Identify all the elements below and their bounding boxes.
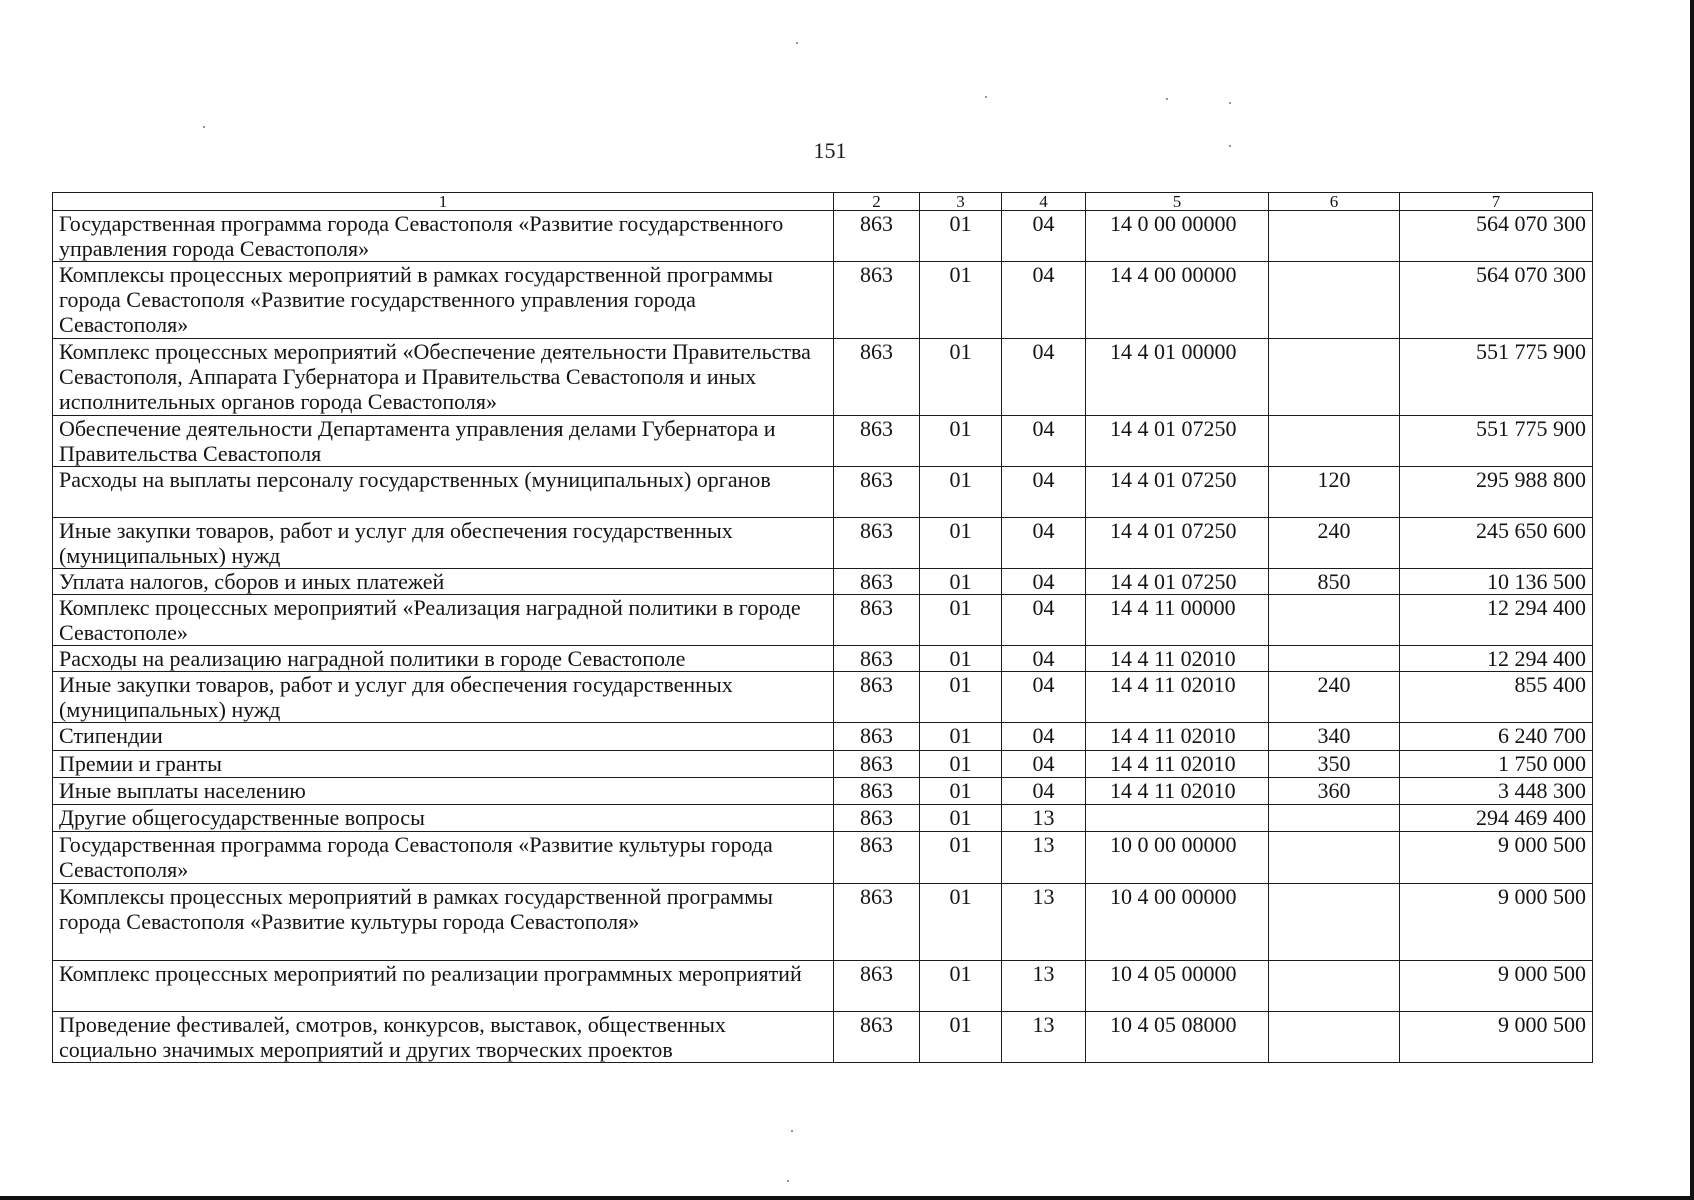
cell-item-name: Иные закупки товаров, работ и услуг для обеспечения государственных (муниципальных) нужд xyxy=(53,518,834,569)
scan-speck xyxy=(1229,145,1231,147)
cell-target-code: 14 4 11 00000 xyxy=(1086,595,1269,646)
table-row xyxy=(53,672,1593,723)
cell-code-4: 04 xyxy=(1002,595,1086,646)
cell-code-3: 01 xyxy=(920,884,1002,961)
cell-expense-type xyxy=(1269,416,1400,467)
cell-expense-type: 360 xyxy=(1269,778,1400,805)
cell-amount: 9 000 500 xyxy=(1400,961,1593,1012)
cell-code-2: 863 xyxy=(834,805,920,832)
cell-code-4: 04 xyxy=(1002,723,1086,751)
table-row xyxy=(53,339,1593,416)
scan-speck xyxy=(985,96,987,98)
table-row xyxy=(53,805,1593,832)
cell-target-code: 10 0 00 00000 xyxy=(1086,832,1269,884)
cell-amount: 6 240 700 xyxy=(1400,723,1593,751)
cell-code-2: 863 xyxy=(834,672,920,723)
cell-target-code: 14 4 01 07250 xyxy=(1086,416,1269,467)
cell-target-code: 14 4 01 07250 xyxy=(1086,467,1269,518)
cell-code-2: 863 xyxy=(834,646,920,672)
cell-target-code: 14 4 01 00000 xyxy=(1086,339,1269,416)
cell-code-4: 13 xyxy=(1002,832,1086,884)
cell-code-3: 01 xyxy=(920,672,1002,723)
cell-code-3: 01 xyxy=(920,751,1002,778)
cell-code-3: 01 xyxy=(920,211,1002,262)
cell-code-4: 04 xyxy=(1002,778,1086,805)
cell-code-3: 01 xyxy=(920,1012,1002,1063)
budget-table xyxy=(52,192,1593,1063)
cell-amount: 294 469 400 xyxy=(1400,805,1593,832)
cell-expense-type: 350 xyxy=(1269,751,1400,778)
table-row xyxy=(53,961,1593,1012)
cell-item-name: Обеспечение деятельности Департамента управления делами Губернатора и Правительства Севастополя xyxy=(53,416,834,467)
cell-code-4: 04 xyxy=(1002,569,1086,595)
scan-speck xyxy=(1229,102,1231,104)
table-row xyxy=(53,832,1593,884)
cell-code-2: 863 xyxy=(834,518,920,569)
cell-amount: 295 988 800 xyxy=(1400,467,1593,518)
cell-target-code: 14 4 00 00000 xyxy=(1086,262,1269,339)
scan-speck xyxy=(1166,98,1168,100)
cell-code-2: 863 xyxy=(834,778,920,805)
cell-expense-type xyxy=(1269,1012,1400,1063)
cell-code-4: 04 xyxy=(1002,467,1086,518)
cell-item-name: Премии и гранты xyxy=(53,751,834,778)
cell-code-4: 04 xyxy=(1002,416,1086,467)
cell-code-3: 01 xyxy=(920,339,1002,416)
cell-item-name: Расходы на реализацию наградной политики в городе Севастополе xyxy=(53,646,834,672)
cell-target-code: 14 4 11 02010 xyxy=(1086,672,1269,723)
cell-expense-type: 120 xyxy=(1269,467,1400,518)
cell-expense-type: 240 xyxy=(1269,672,1400,723)
cell-amount: 564 070 300 xyxy=(1400,211,1593,262)
cell-amount: 551 775 900 xyxy=(1400,339,1593,416)
cell-amount: 9 000 500 xyxy=(1400,884,1593,961)
cell-amount: 9 000 500 xyxy=(1400,832,1593,884)
cell-expense-type xyxy=(1269,646,1400,672)
cell-expense-type xyxy=(1269,211,1400,262)
cell-code-2: 863 xyxy=(834,595,920,646)
cell-code-4: 04 xyxy=(1002,646,1086,672)
cell-code-2: 863 xyxy=(834,884,920,961)
cell-item-name: Комплекс процессных мероприятий по реализации программных мероприятий xyxy=(53,961,834,1012)
cell-item-name: Государственная программа города Севастополя «Развитие государственного управления города Севастополя» xyxy=(53,211,834,262)
cell-amount: 12 294 400 xyxy=(1400,646,1593,672)
cell-code-3: 01 xyxy=(920,832,1002,884)
cell-code-4: 13 xyxy=(1002,1012,1086,1063)
cell-target-code xyxy=(1086,805,1269,832)
cell-expense-type xyxy=(1269,262,1400,339)
cell-amount: 245 650 600 xyxy=(1400,518,1593,569)
cell-code-2: 863 xyxy=(834,339,920,416)
cell-item-name: Государственная программа города Севастополя «Развитие культуры города Севастополя» xyxy=(53,832,834,884)
cell-code-3: 01 xyxy=(920,416,1002,467)
cell-expense-type xyxy=(1269,805,1400,832)
table-row xyxy=(53,1012,1593,1063)
cell-code-4: 13 xyxy=(1002,884,1086,961)
cell-code-3: 01 xyxy=(920,467,1002,518)
cell-code-2: 863 xyxy=(834,961,920,1012)
column-header: 2 xyxy=(834,193,920,211)
column-header: 4 xyxy=(1002,193,1086,211)
cell-code-2: 863 xyxy=(834,467,920,518)
cell-amount: 551 775 900 xyxy=(1400,416,1593,467)
cell-item-name: Комплекс процессных мероприятий «Обеспечение деятельности Правительства Севастополя, Аппарата Губернатора и Правительства Севастополя и иных исполнительных органов города Севастополя» xyxy=(53,339,834,416)
table-header-row xyxy=(53,193,1593,211)
cell-item-name: Комплексы процессных мероприятий в рамках государственной программы города Севастополя «Развитие культуры города Севастополя» xyxy=(53,884,834,961)
cell-item-name: Расходы на выплаты персоналу государственных (муниципальных) органов xyxy=(53,467,834,518)
cell-code-2: 863 xyxy=(834,723,920,751)
cell-item-name: Иные выплаты населению xyxy=(53,778,834,805)
cell-code-3: 01 xyxy=(920,778,1002,805)
table-row xyxy=(53,416,1593,467)
cell-expense-type xyxy=(1269,832,1400,884)
cell-code-2: 863 xyxy=(834,569,920,595)
cell-code-3: 01 xyxy=(920,723,1002,751)
cell-amount: 3 448 300 xyxy=(1400,778,1593,805)
cell-code-2: 863 xyxy=(834,1012,920,1063)
cell-code-2: 863 xyxy=(834,211,920,262)
cell-amount: 564 070 300 xyxy=(1400,262,1593,339)
cell-amount: 1 750 000 xyxy=(1400,751,1593,778)
cell-item-name: Стипендии xyxy=(53,723,834,751)
cell-expense-type: 340 xyxy=(1269,723,1400,751)
cell-code-4: 04 xyxy=(1002,751,1086,778)
cell-expense-type xyxy=(1269,595,1400,646)
cell-code-4: 04 xyxy=(1002,262,1086,339)
cell-target-code: 10 4 05 08000 xyxy=(1086,1012,1269,1063)
cell-target-code: 14 4 11 02010 xyxy=(1086,778,1269,805)
cell-code-4: 04 xyxy=(1002,339,1086,416)
cell-code-4: 13 xyxy=(1002,805,1086,832)
cell-expense-type xyxy=(1269,339,1400,416)
table-row xyxy=(53,211,1593,262)
cell-expense-type xyxy=(1269,961,1400,1012)
cell-item-name: Комплекс процессных мероприятий «Реализация наградной политики в городе Севастополе» xyxy=(53,595,834,646)
cell-item-name: Уплата налогов, сборов и иных платежей xyxy=(53,569,834,595)
cell-expense-type xyxy=(1269,884,1400,961)
cell-code-3: 01 xyxy=(920,961,1002,1012)
column-header: 5 xyxy=(1086,193,1269,211)
cell-item-name: Другие общегосударственные вопросы xyxy=(53,805,834,832)
cell-expense-type: 240 xyxy=(1269,518,1400,569)
cell-target-code: 14 4 11 02010 xyxy=(1086,723,1269,751)
table-row xyxy=(53,723,1593,751)
cell-item-name: Комплексы процессных мероприятий в рамках государственной программы города Севастополя «Развитие государственного управления города Севастополя» xyxy=(53,262,834,339)
scan-speck xyxy=(796,42,798,44)
cell-code-4: 13 xyxy=(1002,961,1086,1012)
column-header: 3 xyxy=(920,193,1002,211)
cell-code-4: 04 xyxy=(1002,672,1086,723)
scan-speck xyxy=(791,1130,793,1132)
table-row xyxy=(53,646,1593,672)
cell-code-2: 863 xyxy=(834,832,920,884)
cell-target-code: 10 4 00 00000 xyxy=(1086,884,1269,961)
cell-amount: 10 136 500 xyxy=(1400,569,1593,595)
cell-target-code: 14 4 01 07250 xyxy=(1086,569,1269,595)
cell-item-name: Иные закупки товаров, работ и услуг для обеспечения государственных (муниципальных) нужд xyxy=(53,672,834,723)
cell-amount: 9 000 500 xyxy=(1400,1012,1593,1063)
table-row xyxy=(53,884,1593,961)
table-row xyxy=(53,751,1593,778)
cell-item-name: Проведение фестивалей, смотров, конкурсов, выставок, общественных социально значимых мероприятий и других творческих проектов xyxy=(53,1012,834,1063)
cell-code-4: 04 xyxy=(1002,518,1086,569)
table-row xyxy=(53,467,1593,518)
page-number: 151 xyxy=(813,138,847,163)
cell-target-code: 14 4 11 02010 xyxy=(1086,646,1269,672)
cell-target-code: 10 4 05 00000 xyxy=(1086,961,1269,1012)
scan-speck xyxy=(787,1180,789,1182)
table-row xyxy=(53,778,1593,805)
column-header: 7 xyxy=(1400,193,1593,211)
cell-code-3: 01 xyxy=(920,262,1002,339)
cell-code-2: 863 xyxy=(834,751,920,778)
table-row xyxy=(53,262,1593,339)
cell-code-3: 01 xyxy=(920,518,1002,569)
table-row xyxy=(53,595,1593,646)
cell-amount: 12 294 400 xyxy=(1400,595,1593,646)
column-header: 6 xyxy=(1269,193,1400,211)
cell-target-code: 14 4 11 02010 xyxy=(1086,751,1269,778)
cell-expense-type: 850 xyxy=(1269,569,1400,595)
cell-code-3: 01 xyxy=(920,569,1002,595)
cell-amount: 855 400 xyxy=(1400,672,1593,723)
column-header: 1 xyxy=(53,193,834,211)
table-row xyxy=(53,569,1593,595)
cell-code-2: 863 xyxy=(834,416,920,467)
cell-target-code: 14 4 01 07250 xyxy=(1086,518,1269,569)
cell-code-3: 01 xyxy=(920,595,1002,646)
cell-code-3: 01 xyxy=(920,805,1002,832)
scan-speck xyxy=(203,126,205,128)
cell-code-4: 04 xyxy=(1002,211,1086,262)
cell-code-3: 01 xyxy=(920,646,1002,672)
table-row xyxy=(53,518,1593,569)
cell-code-2: 863 xyxy=(834,262,920,339)
cell-target-code: 14 0 00 00000 xyxy=(1086,211,1269,262)
